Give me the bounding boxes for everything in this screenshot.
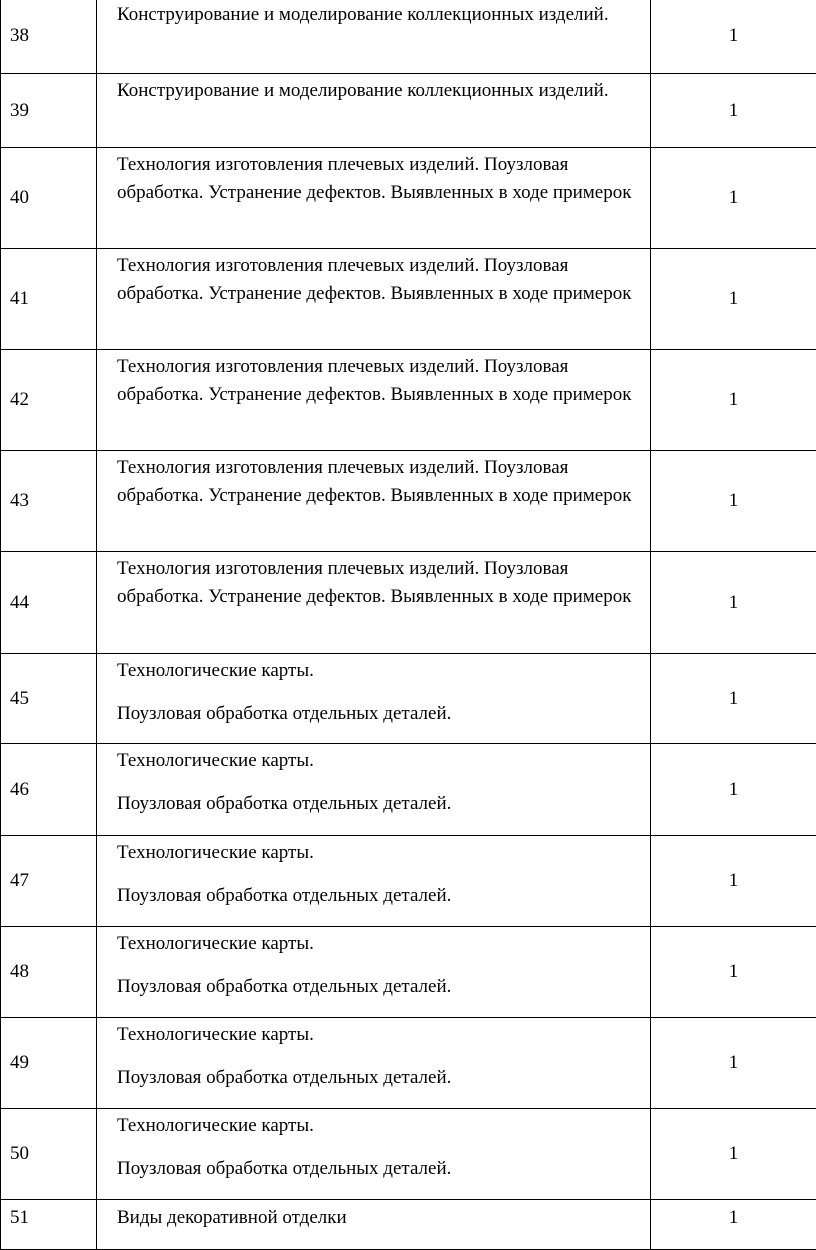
lesson-hours: 1 [651, 744, 816, 836]
lesson-topic [97, 1200, 651, 1250]
lesson-hours: 1 [651, 552, 816, 654]
topic-text: Поузловая обработка отдельных деталей. [117, 703, 452, 724]
table-row [1, 148, 816, 249]
lesson-hours: 1 [651, 654, 816, 744]
topic-text: Поузловая обработка отдельных деталей. [117, 1067, 452, 1088]
lesson-hours: 1 [651, 836, 816, 927]
topic-text: Технологические карты. [117, 842, 314, 863]
table-row [1, 74, 816, 148]
lesson-hours: 1 [651, 350, 816, 451]
lesson-hours: 1 [651, 148, 816, 249]
topic-text: Технология изготовления плечевых изделий. Поузловая обработка. Устранение дефектов. Выявленных в ходе примерок [117, 255, 632, 304]
lesson-topic [97, 0, 651, 74]
lesson-topic [97, 552, 651, 654]
lesson-number: 39 [1, 74, 97, 148]
lesson-number: 47 [1, 836, 97, 927]
table-row [1, 836, 816, 927]
topic-text: Технология изготовления плечевых изделий. Поузловая обработка. Устранение дефектов. Выявленных в ходе примерок [117, 154, 632, 203]
table-row [1, 1109, 816, 1200]
lesson-number: 45 [1, 654, 97, 744]
table-row [1, 927, 816, 1018]
lesson-number: 51 [1, 1200, 97, 1250]
topic-text: Виды декоративной отделки [117, 1207, 347, 1228]
topic-text: Технология изготовления плечевых изделий. Поузловая обработка. Устранение дефектов. Выявленных в ходе примерок [117, 558, 632, 607]
table-row [1, 552, 816, 654]
lesson-topic [97, 654, 651, 744]
lesson-number: 42 [1, 350, 97, 451]
lesson-hours: 1 [651, 1109, 816, 1200]
table-row [1, 451, 816, 552]
table-row [1, 654, 816, 744]
lesson-number: 49 [1, 1018, 97, 1109]
lesson-topic [97, 744, 651, 836]
topic-text: Поузловая обработка отдельных деталей. [117, 976, 452, 997]
table-row [1, 0, 816, 74]
lesson-topic [97, 1109, 651, 1200]
lesson-number: 44 [1, 552, 97, 654]
topic-text: Технологические карты. [117, 1024, 314, 1045]
table-row [1, 350, 816, 451]
lesson-number: 46 [1, 744, 97, 836]
lesson-topic [97, 74, 651, 148]
table-body [1, 0, 816, 1250]
lesson-number: 48 [1, 927, 97, 1018]
lesson-hours: 1 [651, 1200, 816, 1250]
table-row [1, 249, 816, 350]
table-row [1, 744, 816, 836]
topic-text: Технологические карты. [117, 1115, 314, 1136]
topic-text: Конструирование и моделирование коллекционных изделий. [117, 4, 609, 25]
lesson-topic [97, 148, 651, 249]
lesson-topic [97, 451, 651, 552]
topic-text: Технологические карты. [117, 660, 314, 681]
lesson-topic [97, 350, 651, 451]
topic-text: Технология изготовления плечевых изделий. Поузловая обработка. Устранение дефектов. Выявленных в ходе примерок [117, 457, 632, 506]
topic-text: Поузловая обработка отдельных деталей. [117, 793, 452, 814]
lesson-number: 50 [1, 1109, 97, 1200]
lesson-hours: 1 [651, 0, 816, 74]
lesson-topic [97, 927, 651, 1018]
lesson-topic [97, 1018, 651, 1109]
topic-text: Технологические карты. [117, 933, 314, 954]
lesson-hours: 1 [651, 451, 816, 552]
lesson-number: 41 [1, 249, 97, 350]
lesson-hours: 1 [651, 1018, 816, 1109]
lesson-hours: 1 [651, 249, 816, 350]
topic-text: Технологические карты. [117, 750, 314, 771]
lesson-topic [97, 249, 651, 350]
topic-text: Конструирование и моделирование коллекционных изделий. [117, 80, 609, 101]
lesson-number: 40 [1, 148, 97, 249]
table-row [1, 1200, 816, 1250]
topic-text: Технология изготовления плечевых изделий. Поузловая обработка. Устранение дефектов. Выявленных в ходе примерок [117, 356, 632, 405]
topic-text: Поузловая обработка отдельных деталей. [117, 1158, 452, 1179]
lesson-topic [97, 836, 651, 927]
lesson-number: 38 [1, 0, 97, 74]
lesson-number: 43 [1, 451, 97, 552]
lesson-hours: 1 [651, 927, 816, 1018]
lesson-hours: 1 [651, 74, 816, 148]
table-row [1, 1018, 816, 1109]
topic-text: Поузловая обработка отдельных деталей. [117, 885, 452, 906]
